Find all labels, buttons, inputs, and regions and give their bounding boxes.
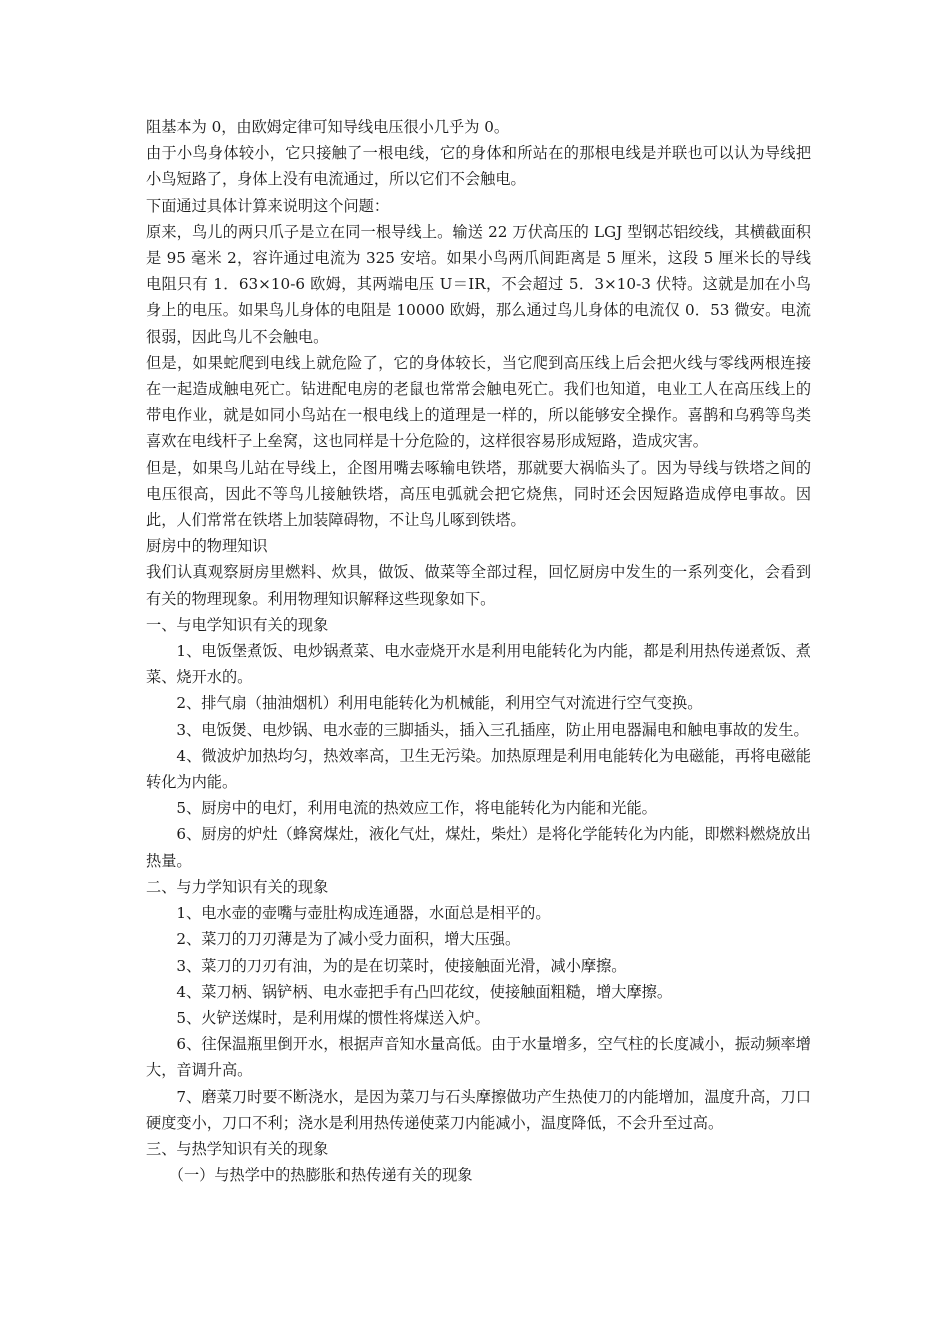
paragraph: 6、往保温瓶里倒开水，根据声音知水量高低。由于水量增多，空气柱的长度减小，振动频率增大，音调升高。 bbox=[146, 1035, 811, 1080]
paragraph: 3、菜刀的刀刃有油，为的是在切菜时，使接触面光滑，减小摩擦。 bbox=[176, 956, 627, 975]
paragraph: 由于小鸟身体较小，它只接触了一根电线，它的身体和所站在的那根电线是并联也可以认为导线把小鸟短路了，身体上没有电流通过，所以它们不会触电。 bbox=[146, 144, 811, 189]
paragraph: 一、与电学知识有关的现象 bbox=[146, 615, 329, 634]
paragraph: 2、排气扇（抽油烟机）利用电能转化为机械能，利用空气对流进行空气变换。 bbox=[176, 694, 703, 713]
paragraph: 5、厨房中的电灯，利用电流的热效应工作，将电能转化为内能和光能。 bbox=[176, 799, 657, 818]
paragraph: 4、微波炉加热均匀，热效率高，卫生无污染。加热原理是利用电能转化为电磁能，再将电磁能转化为内能。 bbox=[146, 746, 811, 792]
paragraph: 但是，如果蛇爬到电线上就危险了，它的身体较长，当它爬到高压线上后会把火线与零线两根连接在一起造成触电死亡。钻进配电房的老鼠也常常会触电死亡。我们也知道，电业工人在高压线上的带电作业，就是如同小鸟站在一根电线上的道理是一样的，所以能够安全操作。喜鹊和乌鸦等鸟类喜欢在电线杆子上垒窝，这也同样是十分危险的，这样很容易形成短路，造成灾害。 bbox=[146, 353, 811, 451]
paragraph: 原来，鸟儿的两只爪子是立在同一根导线上。输送 22 万伏高压的 LGJ 型钢芯铝绞线，其横截面积是 95 毫米 2，容许通过电流为 325 安培。如果小鸟两爪间距离是 5 厘米，这段 5 厘米长的导线电阻只有 1．63×10-6 欧姆，其两端电压 U＝IR，不会超过 5．3×10-3 伏特。这就是加在小鸟身上的电压。如果鸟儿身体的电阻是 10000 欧姆，那么通过鸟儿身体的电流仅 0．53 微安。电流很弱，因此鸟儿不会触电。 bbox=[146, 222, 811, 346]
paragraph: 二、与力学知识有关的现象 bbox=[146, 877, 329, 896]
paragraph: （一）与热学中的热膨胀和热传递有关的现象 bbox=[168, 1166, 473, 1185]
paragraph: 2、菜刀的刀刃薄是为了减小受力面积，增大压强。 bbox=[176, 930, 521, 949]
paragraph: 5、火铲送煤时，是利用煤的惯性将煤送入炉。 bbox=[176, 1008, 490, 1027]
document-body bbox=[146, 114, 811, 1188]
paragraph: 下面通过具体计算来说明这个问题： bbox=[146, 196, 389, 215]
paragraph: 三、与热学知识有关的现象 bbox=[146, 1139, 329, 1158]
paragraph: 1、电水壶的壶嘴与壶肚构成连通器，水面总是相平的。 bbox=[176, 904, 551, 923]
paragraph: 4、菜刀柄、锅铲柄、电水壶把手有凸凹花纹，使接触面粗糙，增大摩擦。 bbox=[176, 982, 673, 1001]
paragraph: 我们认真观察厨房里燃料、炊具，做饭、做菜等全部过程，回忆厨房中发生的一系列变化，会看到有关的物理现象。利用物理知识解释这些现象如下。 bbox=[146, 563, 811, 608]
paragraph: 3、电饭煲、电炒锅、电水壶的三脚插头，插入三孔插座，防止用电器漏电和触电事故的发生。 bbox=[176, 720, 809, 739]
paragraph: 厨房中的物理知识 bbox=[146, 537, 268, 556]
paragraph: 但是，如果鸟儿站在导线上，企图用嘴去啄输电铁塔，那就要大祸临头了。因为导线与铁塔之间的电压很高，因此不等鸟儿接触铁塔，高压电弧就会把它烧焦，同时还会因短路造成停电事故。因此，人们常常在铁塔上加装障碍物，不让鸟儿啄到铁塔。 bbox=[146, 458, 811, 530]
paragraph: 1、电饭堡煮饭、电炒锅煮菜、电水壶烧开水是利用电能转化为内能，都是利用热传递煮饭、煮菜、烧开水的。 bbox=[146, 642, 811, 687]
paragraph: 6、厨房的炉灶（蜂窝煤灶，液化气灶，煤灶，柴灶）是将化学能转化为内能，即燃料燃烧放出热量。 bbox=[146, 825, 811, 870]
paragraph: 7、磨菜刀时要不断浇水，是因为菜刀与石头摩擦做功产生热使刀的内能增加，温度升高，刀口硬度变小，刀口不利；浇水是利用热传递使菜刀内能减小，温度降低，不会升至过高。 bbox=[146, 1087, 811, 1132]
paragraph: 阻基本为 0，由欧姆定律可知导线电压很小几乎为 0。 bbox=[146, 118, 510, 136]
